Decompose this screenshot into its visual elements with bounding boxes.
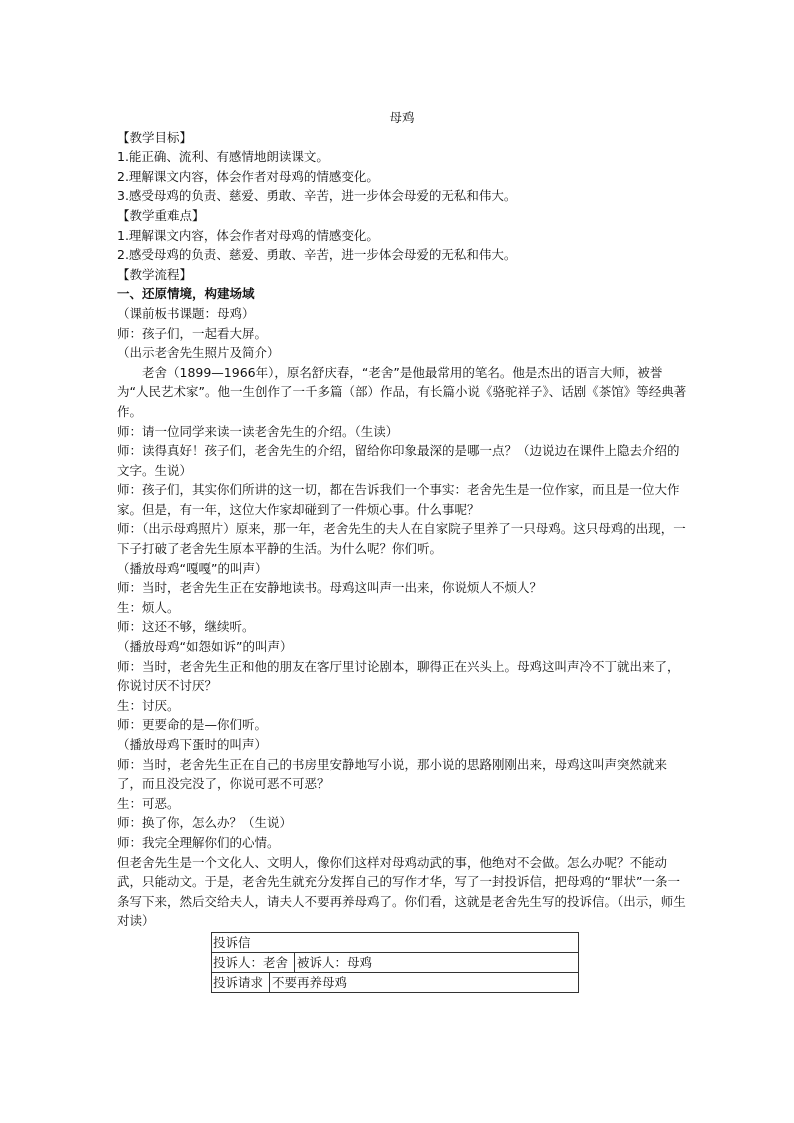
document-title: 母鸡 bbox=[389, 110, 415, 125]
dialogue-line: 生：讨厌。 bbox=[117, 697, 180, 713]
stage-direction: （播放母鸡下蛋时的叫声） bbox=[117, 737, 268, 752]
table-row bbox=[212, 932, 579, 952]
objective-item: 1.能正确、流利、有感情地朗读课文。 bbox=[117, 149, 329, 165]
cell-divider bbox=[269, 973, 270, 992]
dialogue-line: 师：孩子们，一起看大屏。 bbox=[117, 325, 268, 341]
request-label-cell: 投诉请求 bbox=[213, 974, 264, 990]
dialogue-line: 师：换了你，怎么办？（生说） bbox=[117, 815, 293, 831]
dialogue-line: 师：孩子们，其实你们所讲的这一切，都在告诉我们一个事实：老舍先生是一位作家，而且是一位大作家。但是，有一年，这位大作家却碰到了一件烦心事。什么事呢？ bbox=[117, 482, 680, 517]
dialogue-line: 师：当时，老舍先生正在自己的书房里安静地写小说，那小说的思路刚刚出来，母鸡这叫声突然就来了，而且没完没了，你说可恶不可恶？ bbox=[117, 756, 668, 792]
table-row bbox=[212, 972, 579, 992]
stage-direction: （出示老舍先生照片及简介） bbox=[117, 345, 280, 361]
section-heading-objectives: 【教学目标】 bbox=[117, 129, 193, 145]
objective-item: 2.理解课文内容，体会作者对母鸡的情感变化。 bbox=[117, 168, 379, 184]
dialogue-line: 师：（出示母鸡照片）原来，那一年，老舍先生的夫人在自家院子里养了一只母鸡。这只母鸡的出现，一下子打破了老舍先生原本平静的生活。为什么呢？你们听。 bbox=[117, 521, 686, 557]
objective-item: 3.感受母鸡的负责、慈爱、勇敢、辛苦，进一步体会母爱的无私和伟大。 bbox=[117, 188, 517, 204]
narrative-paragraph: 但老舍先生是一个文化人、文明人，像你们这样对母鸡动武的事，他绝对不会做。怎么办呢？不能动武，只能动文。于是，老舍先生就充分发挥自己的写作才华，写了一封投诉信，把母鸡的“罪状”一条一条写下来，然后交给夫人，请夫人不要再养母鸡了。你们看，这就是老舍先生写的投诉信。（出示，师生对读） bbox=[117, 854, 686, 929]
author-intro-paragraph: 老舍（1899—1966年），原名舒庆春，“老舍”是他最常用的笔名。他是杰出的语言大师，被誉为“人民艺术家”。他一生创作了一千多篇（部）作品，有长篇小说《骆驼祥子》、话剧《茶馆》等经典著作。 bbox=[117, 364, 687, 419]
complaint-request-cell bbox=[212, 972, 579, 992]
section-heading-process: 【教学流程】 bbox=[117, 266, 193, 282]
dialogue-line: 生：可恶。 bbox=[117, 795, 180, 811]
dialogue-line: 师：更要命的是—你们听。 bbox=[117, 717, 268, 733]
respondent-cell: 被诉人：母鸡 bbox=[297, 954, 373, 970]
dialogue-line: 生：烦人。 bbox=[117, 599, 180, 615]
dialogue-line: 师：这还不够，继续听。 bbox=[117, 619, 255, 635]
table-row bbox=[212, 952, 579, 972]
stage-direction: （播放母鸡“如怨如诉”的叫声） bbox=[117, 639, 293, 655]
dialogue-line: 师：当时，老舍先生正和他的朋友在客厅里讨论剧本，聊得正在兴头上。母鸡这叫声冷不丁就出来了，你说讨厌不讨厌？ bbox=[117, 658, 680, 694]
complaint-parties-cell bbox=[212, 952, 579, 972]
dialogue-line: 师：请一位同学来读一读老舍先生的介绍。（生读） bbox=[117, 423, 399, 439]
document-page bbox=[117, 108, 687, 993]
dialogue-line: 师：当时，老舍先生正在安静地读书。母鸡这叫声一出来，你说烦人不烦人？ bbox=[117, 580, 543, 596]
cell-divider bbox=[294, 953, 295, 972]
key-point-item: 2.感受母鸡的负责、慈爱、勇敢、辛苦，进一步体会母爱的无私和伟大。 bbox=[117, 247, 517, 263]
dialogue-line: 师：我完全理解你们的心情。 bbox=[117, 834, 280, 850]
stage-direction: （播放母鸡“嘎嘎”的叫声） bbox=[117, 560, 268, 576]
complainant-cell: 投诉人：老舍 bbox=[213, 954, 289, 970]
complaint-letter-table bbox=[211, 932, 579, 993]
stage-direction: （课前板书课题：母鸡） bbox=[117, 305, 255, 321]
key-point-item: 1.理解课文内容，体会作者对母鸡的情感变化。 bbox=[117, 227, 379, 243]
request-value-cell: 不要再养母鸡 bbox=[272, 974, 348, 990]
section-heading-key-points: 【教学重难点】 bbox=[117, 207, 205, 223]
subsection-heading: 一、还原情境，构建场域 bbox=[117, 286, 255, 302]
complaint-table-header: 投诉信 bbox=[212, 932, 579, 952]
dialogue-line: 师：读得真好！孩子们，老舍先生的介绍，留给你印象最深的是哪一点？（边说边在课件上隐去介绍的文字。生说） bbox=[117, 443, 680, 478]
